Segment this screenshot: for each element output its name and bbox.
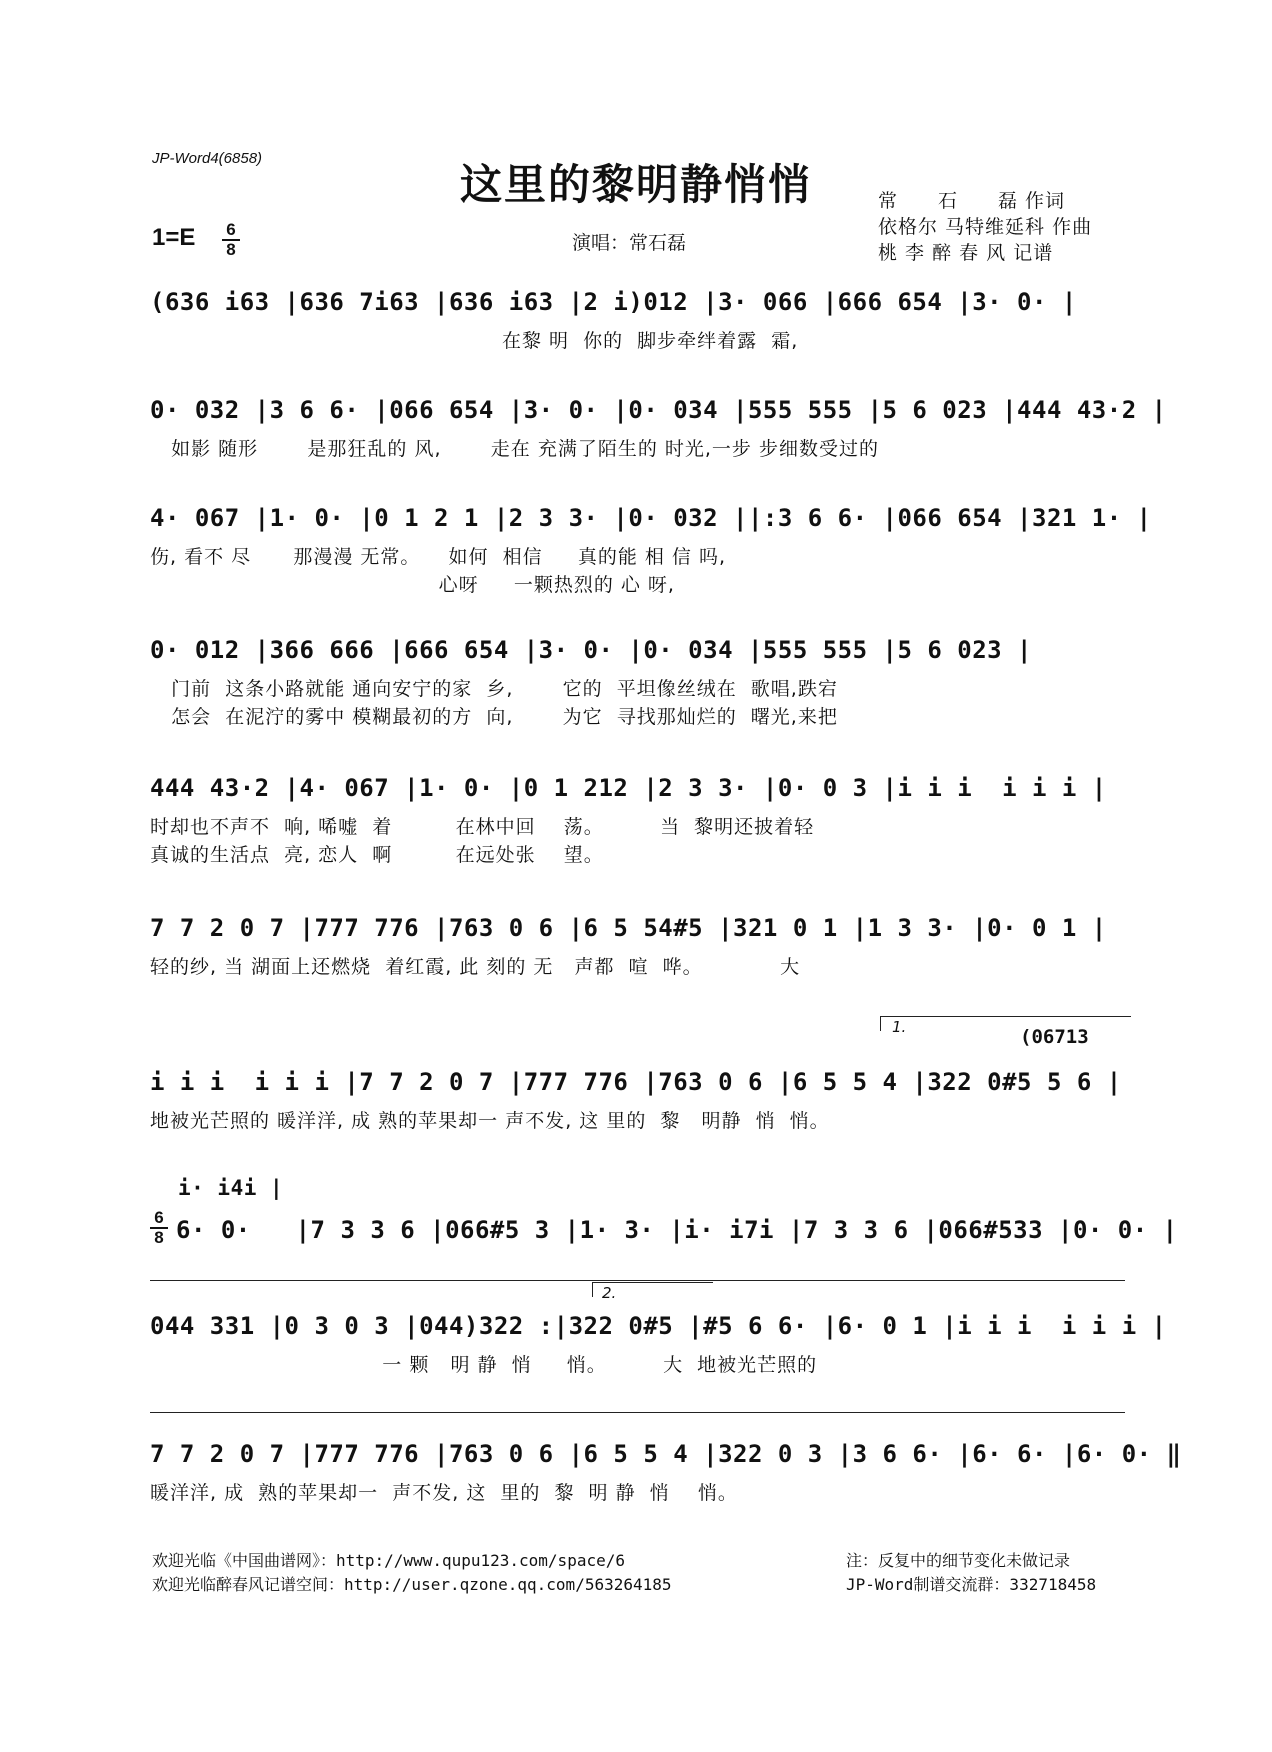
footer-right-line-2: JP-Word制谱交流群：332718458 [846,1575,1097,1594]
time-signature-change [150,1210,168,1246]
notation-line: 044 331 |0 3 0 3 |044)322 :|322 0#5 |#5 6 6· |6· 0 1 |i i i i i i | [150,1312,1167,1340]
notation-line: 6· 0· |7 3 3 6 |066#5 3 |1· 3· |i· i7i |7 3 3 6 |066#533 |0· 0· | [176,1216,1178,1244]
first-ending-fill: (06713 [1020,1026,1089,1048]
lyric-line: 时却也不声不 响, 唏嘘 着 在林中回 荡。 当 黎明还披着轻 [150,816,815,838]
lyric-line: 真诚的生活点 亮, 恋人 啊 在远处张 望。 [150,844,604,866]
footer-left-line-1: 欢迎光临《中国曲谱网》：http://www.qupu123.com/space/6 [152,1551,625,1570]
notation-line: 444 43·2 |4· 067 |1· 0· |0 1 212 |2 3 3· |0· 0 3 |i i i i i i | [150,774,1107,802]
singer: 演唱：常石磊 [572,232,687,254]
time-signature-top: 6 [226,220,236,239]
lyric-line: 暖洋洋, 成 熟的苹果却一 声不发, 这 里的 黎 明 静 悄 悄。 [150,1482,738,1504]
transcriber-credit: 桃 李 醉 春 风 记谱 [878,242,1054,264]
footer-left-line-2: 欢迎光临醉春风记谱空间：http://user.qzone.qq.com/563264185 [152,1575,672,1594]
notation-line: 7 7 2 0 7 |777 776 |763 0 6 |6 5 54#5 |321 0 1 |1 3 3· |0· 0 1 | [150,914,1107,942]
time-signature [222,222,240,258]
lyricist-credit: 常 石 磊 作词 [878,190,1066,212]
time-signature-bottom: 8 [226,240,236,259]
time-signature-bottom: 8 [154,1228,164,1247]
lyric-line: 如影 随形 是那狂乱的 风, 走在 充满了陌生的 时光,一步 步细数受过的 [150,438,879,460]
lyric-line: 在黎 明 你的 脚步牵绊着露 霜, [150,330,799,352]
notation-line: (636 i63 |636 7i63 |636 i63 |2 i)012 |3· 066 |666 654 |3· 0· | [150,288,1077,316]
notation-line: 4· 067 |1· 0· |0 1 2 1 |2 3 3· |0· 032 ||:3 6 6· |066 654 |321 1· | [150,504,1152,532]
upper-voice: i· i4i | [178,1176,284,1200]
lyric-line: 伤, 看不 尽 那漫漫 无常。 如何 相信 真的能 相 信 吗, [150,546,726,568]
composer-credit: 依格尔 马特维延科 作曲 [878,216,1093,238]
page-title: 这里的黎明静悄悄 [459,160,812,209]
staff-rule [150,1280,1125,1281]
notation-line: 0· 012 |366 666 |666 654 |3· 0· |0· 034 |555 555 |5 6 023 | [150,636,1033,664]
lyric-line: 一 颗 明 静 悄 悄。 大 地被光芒照的 [150,1354,818,1376]
lyric-line: 心呀 一颗热烈的 心 呀, [150,574,675,596]
footer-right-line-1: 注：反复中的细节变化未做记录 [846,1551,1071,1570]
source-tag: JP-Word4(6858) [152,150,263,167]
lyric-line: 怎会 在泥泞的雾中 模糊最初的方 向, 为它 寻找那灿烂的 曙光,来把 [150,706,838,728]
notation-line: 7 7 2 0 7 |777 776 |763 0 6 |6 5 5 4 |322 0 3 |3 6 6· |6· 6· |6· 0· ‖ [150,1440,1182,1468]
second-ending-label: 2. [602,1284,617,1302]
notation-line: 0· 032 |3 6 6· |066 654 |3· 0· |0· 034 |555 555 |5 6 023 |444 43·2 | [150,396,1167,424]
time-signature-top: 6 [154,1208,164,1227]
lyric-line: 门前 这条小路就能 通向安宁的家 乡, 它的 平坦像丝绒在 歌唱,跌宕 [150,678,838,700]
first-ending-bracket [880,1016,1131,1031]
lyric-line: 轻的纱, 当 湖面上还燃烧 着红霞, 此 刻的 无 声都 喧 哗。 大 [150,956,801,978]
key-signature: 1=E [152,224,196,251]
notation-line: i i i i i i |7 7 2 0 7 |777 776 |763 0 6 |6 5 5 4 |322 0#5 5 6 | [150,1068,1122,1096]
first-ending-label: 1. [892,1018,907,1036]
staff-rule [150,1412,1125,1413]
lyric-line: 地被光芒照的 暖洋洋, 成 熟的苹果却一 声不发, 这 里的 黎 明静 悄 悄。 [150,1110,830,1132]
